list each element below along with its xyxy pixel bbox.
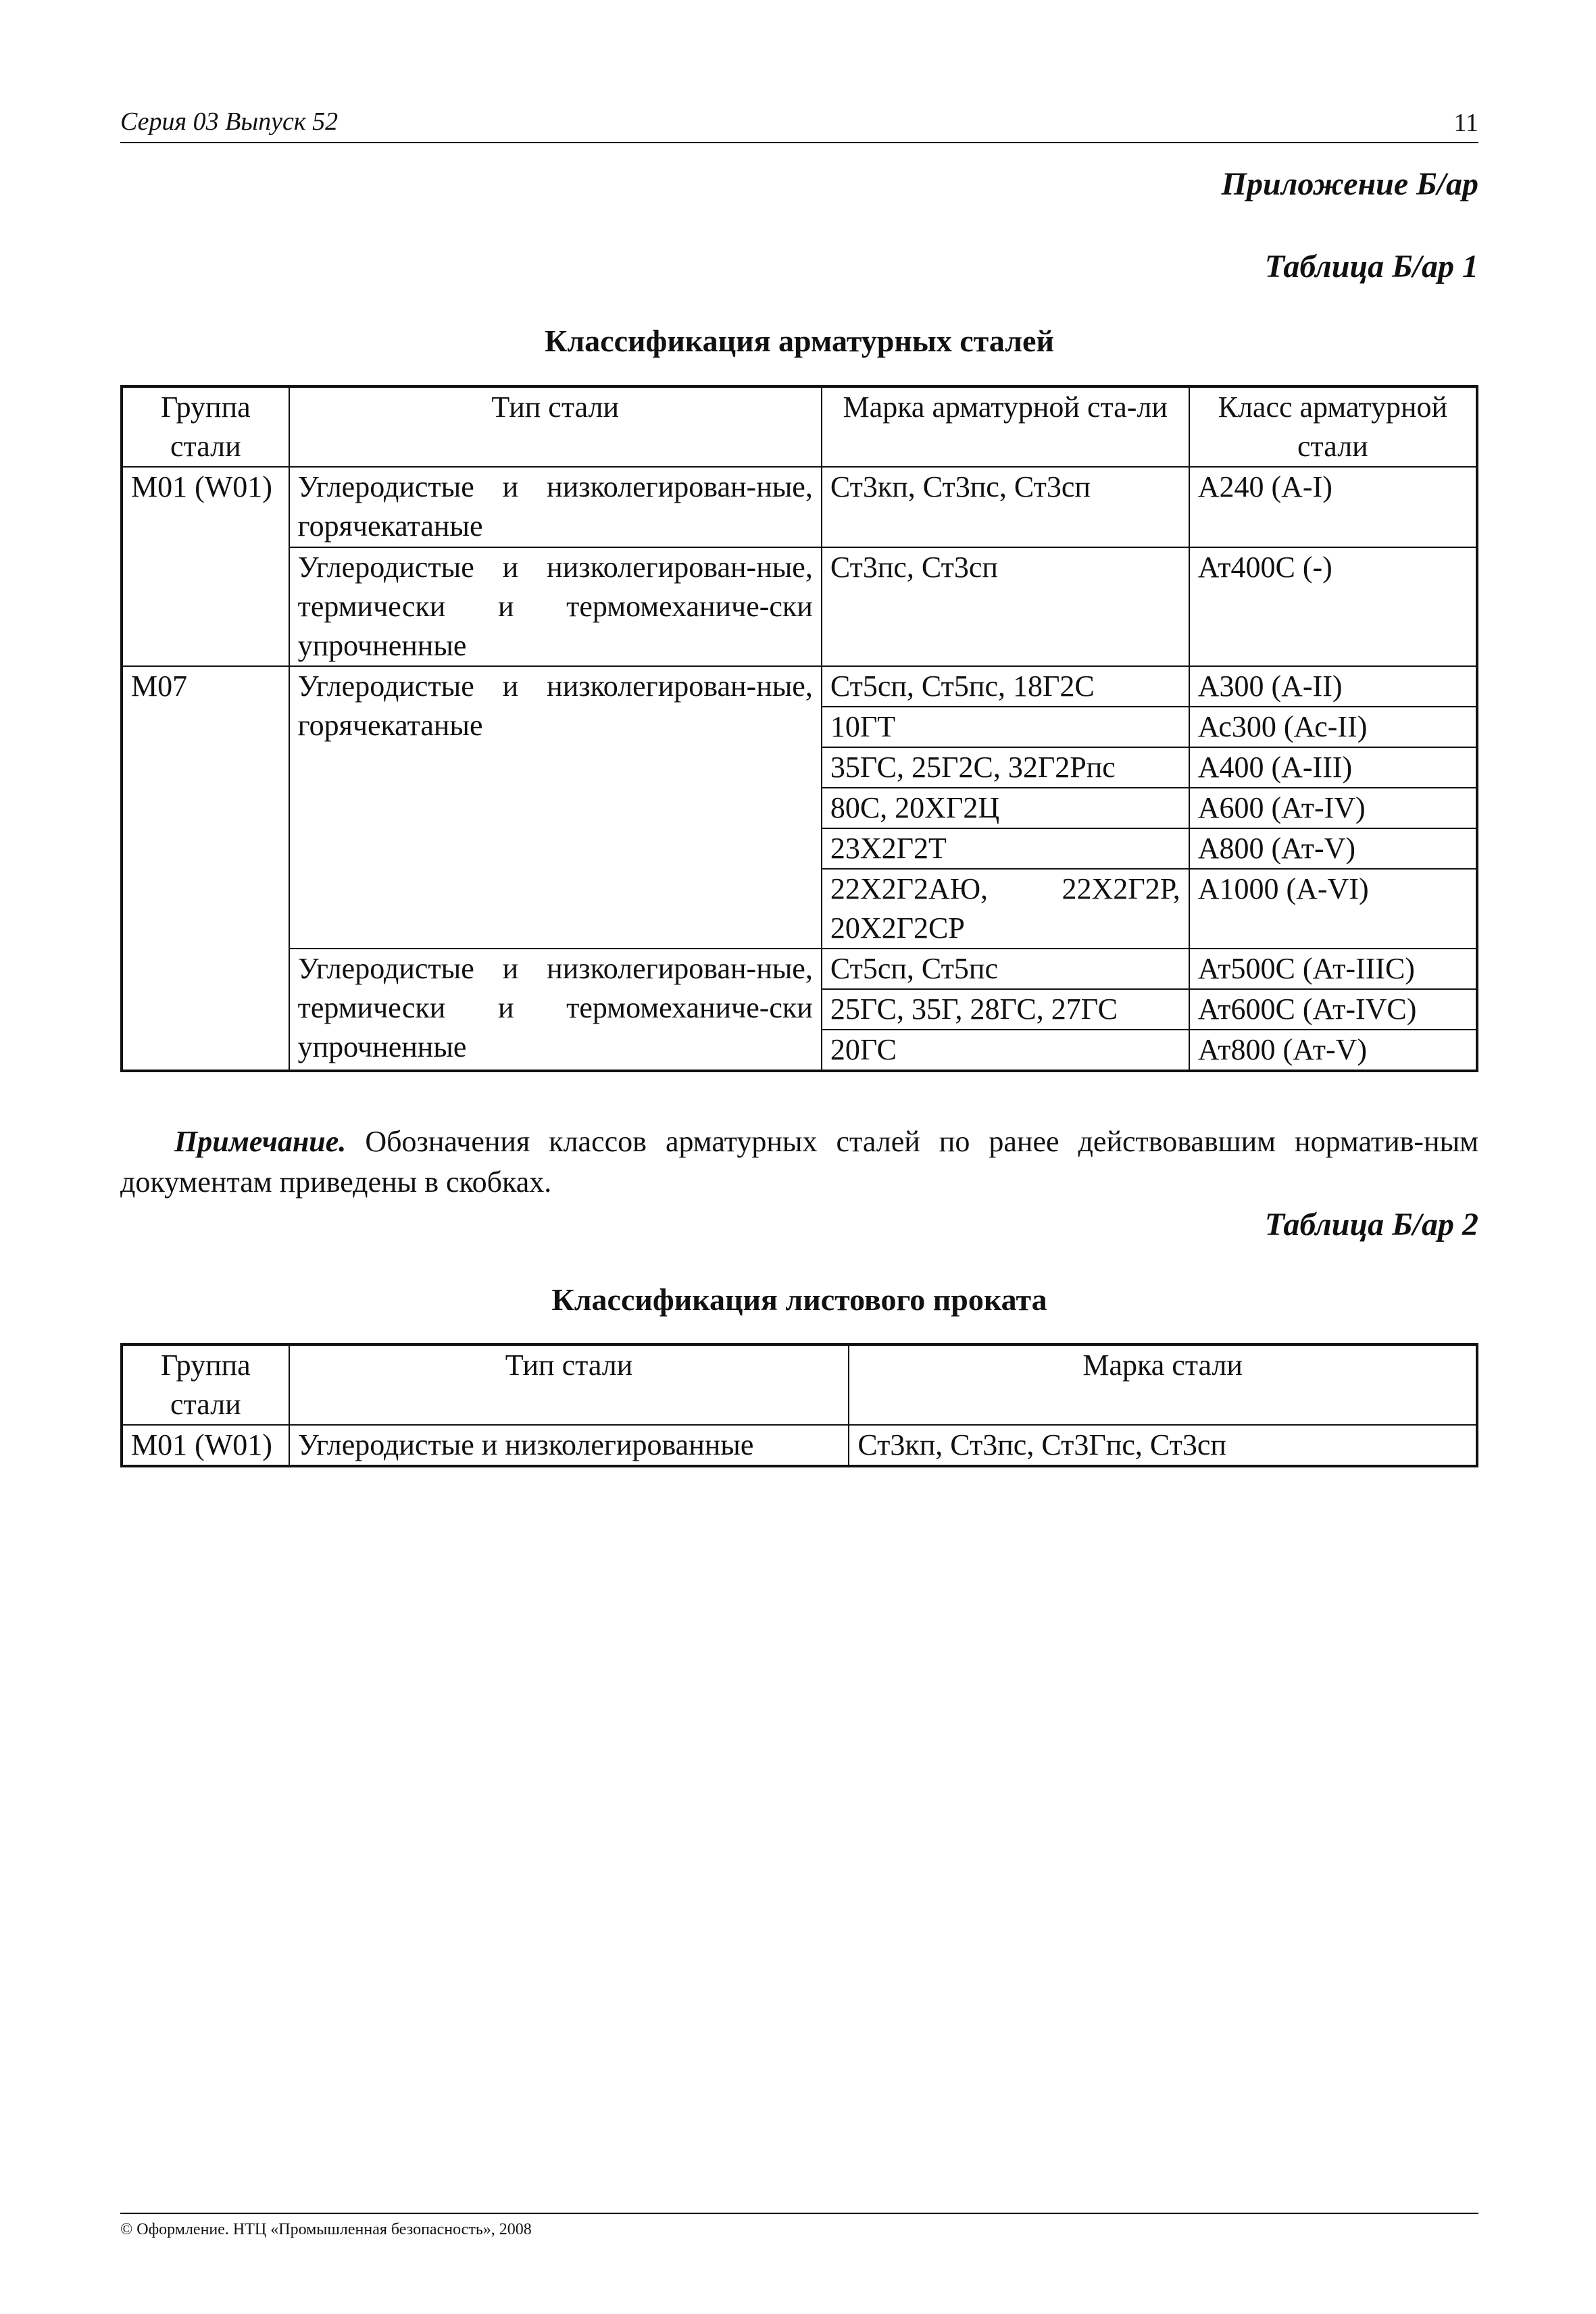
appendix-title: Приложение Б/ар (1221, 166, 1478, 202)
grade-cell: Ст3кп, Ст3пс, Ст3сп (822, 467, 1189, 547)
table-row (122, 467, 1477, 547)
grade-cell: 22Х2Г2АЮ, 22Х2Г2Р, 20Х2Г2СР (822, 869, 1189, 949)
class-cell: А1000 (А-VI) (1189, 869, 1477, 949)
grade-cell: Ст3пс, Ст3сп (822, 547, 1189, 666)
grade-cell: 23Х2Г2Т (822, 828, 1189, 869)
header-cell: Группа стали (122, 386, 289, 467)
group-cell: М01 (W01) (122, 1425, 289, 1466)
class-cell: А800 (Ат-V) (1189, 828, 1477, 869)
page-header (120, 107, 1478, 143)
steel-type-cell: Углеродистые и низколегированные (289, 1425, 849, 1466)
table-row (122, 949, 1477, 989)
table1-label: Таблица Б/ар 1 (1264, 249, 1478, 284)
steel-type-cell: Углеродистые и низколегирован-ные, горячекатаные (289, 467, 822, 547)
steel-type-cell: Углеродистые и низколегирован-ные, термически и термомеханиче-ски упрочненные (289, 949, 822, 1071)
header-cell: Тип стали (289, 1344, 849, 1425)
note-label: Примечание. (174, 1125, 347, 1158)
table2-label: Таблица Б/ар 2 (1264, 1207, 1478, 1242)
group-cell: М07 (122, 666, 289, 1071)
class-cell: А400 (А-III) (1189, 747, 1477, 788)
class-cell: А240 (А-I) (1189, 467, 1477, 547)
class-cell: Ат400С (-) (1189, 547, 1477, 666)
grade-cell: 20ГС (822, 1030, 1189, 1071)
sheet-steel-table (120, 1343, 1478, 1467)
class-cell: Ат800 (Ат-V) (1189, 1030, 1477, 1071)
steel-type-cell: Углеродистые и низколегирован-ные, термически и термомеханиче-ски упрочненные (289, 547, 822, 666)
grade-cell: Ст3кп, Ст3пс, Ст3Гпс, Ст3сп (849, 1425, 1477, 1466)
table-header-row (122, 386, 1477, 467)
class-cell: Ас300 (Ас-II) (1189, 707, 1477, 747)
rebar-steel-table (120, 385, 1478, 1072)
series-label: Серия 03 Выпуск 52 (120, 107, 339, 136)
grade-cell: Ст5сп, Ст5пс (822, 949, 1189, 989)
grade-cell: 80С, 20ХГ2Ц (822, 788, 1189, 828)
table2-title: Классификация листового проката (551, 1282, 1047, 1317)
header-cell: Группа стали (122, 1344, 289, 1425)
table-row (122, 1425, 1477, 1466)
header-cell: Тип стали (289, 386, 822, 467)
class-cell: Ат500С (Ат-IIIС) (1189, 949, 1477, 989)
header-cell: Класс арматурной стали (1189, 386, 1477, 467)
class-cell: А600 (Ат-IV) (1189, 788, 1477, 828)
grade-cell: Ст5сп, Ст5пс, 18Г2С (822, 666, 1189, 707)
table1-title: Классификация арматурных сталей (545, 324, 1054, 358)
grade-cell: 35ГС, 25Г2С, 32Г2Рпс (822, 747, 1189, 788)
table-row (122, 666, 1477, 707)
grade-cell: 10ГТ (822, 707, 1189, 747)
group-cell: М01 (W01) (122, 467, 289, 666)
header-cell: Марка стали (849, 1344, 1477, 1425)
table-row (122, 547, 1477, 666)
page-footer: © Оформление. НТЦ «Промышленная безопасность», 2008 (120, 2213, 1478, 2239)
note-paragraph (120, 1122, 1478, 1203)
steel-type-cell: Углеродистые и низколегирован-ные, горячекатаные (289, 666, 822, 949)
class-cell: Ат600С (Ат-IVС) (1189, 989, 1477, 1030)
page-number: 11 (1453, 109, 1478, 137)
header-cell: Марка арматурной ста-ли (822, 386, 1189, 467)
document-page (120, 0, 1478, 2314)
note-text: Обозначения классов арматурных сталей по ранее действовавшим норматив-ным документам приведены в скобках. (120, 1125, 1478, 1199)
class-cell: А300 (А-II) (1189, 666, 1477, 707)
grade-cell: 25ГС, 35Г, 28ГС, 27ГС (822, 989, 1189, 1030)
table-header-row (122, 1344, 1477, 1425)
